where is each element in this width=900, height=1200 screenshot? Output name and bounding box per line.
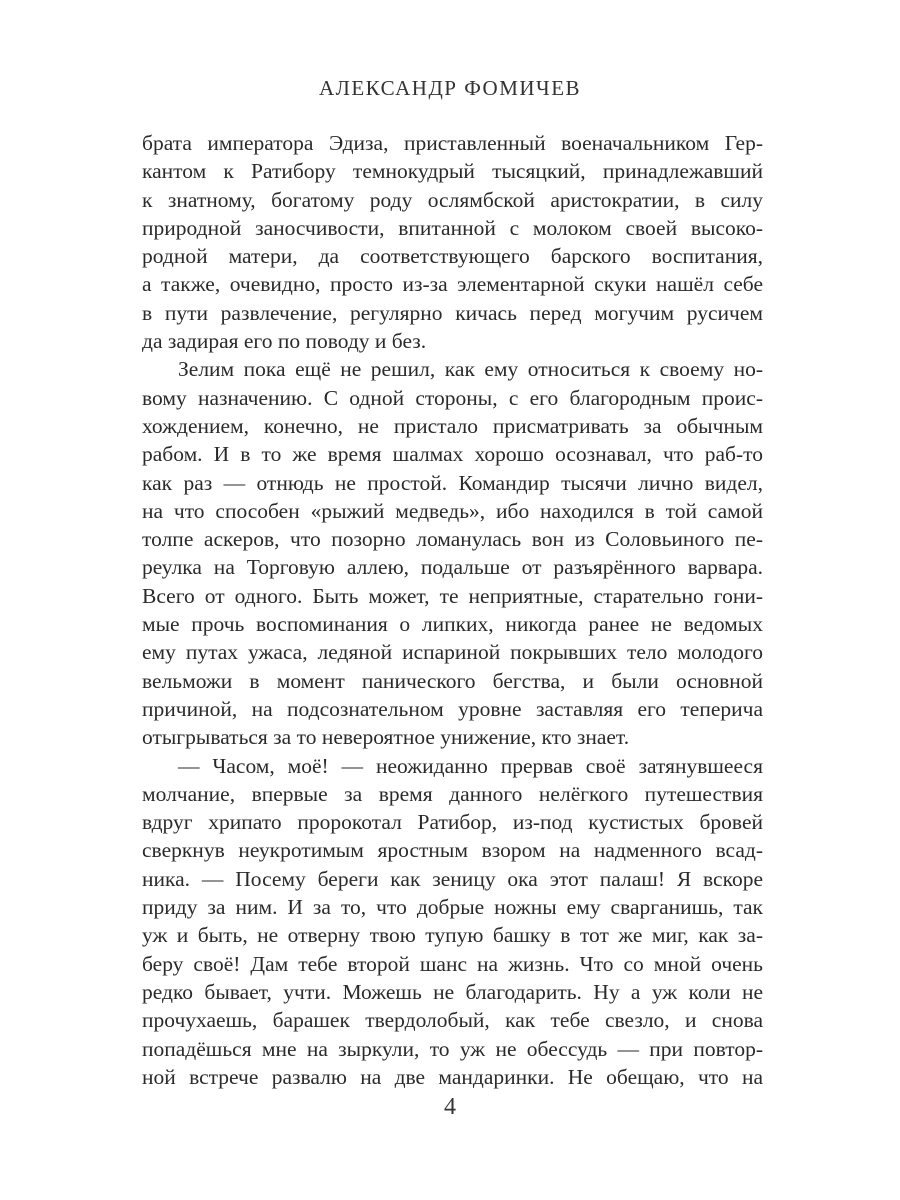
text-line: попадёшься мне на зыркули, то уж не обессудь — при повтор- xyxy=(142,1036,763,1061)
page-number: 4 xyxy=(444,1094,456,1120)
text-line: рабом. И в то же время шалмах хорошо осознавал, что раб-то xyxy=(142,442,763,467)
running-head: АЛЕКСАНДР ФОМИЧЕВ xyxy=(318,76,582,100)
text-line: ему путах ужаса, ледяной испариной покрывших тело молодого xyxy=(142,640,763,665)
text-line: брата императора Эдиза, приставленный военачальником Гер- xyxy=(142,131,763,155)
text-line: беру своё! Дам тебе второй шанс на жизнь. Что со мной очень xyxy=(142,951,763,976)
text-line: да задирая его по поводу и без. xyxy=(142,329,427,354)
text-line: как раз — отнюдь не простой. Командир тысячи лично видел, xyxy=(142,470,763,495)
text-line: молчание, впервые за время данного нелёгкого путешествия xyxy=(142,781,763,806)
text-line: хождением, конечно, не пристало присматривать за обычным xyxy=(142,413,763,438)
paragraph xyxy=(142,355,763,751)
text-line: вому назначению. С одной стороны, с его благородным проис- xyxy=(142,385,763,410)
text-line: прочухаешь, барашек твердолобый, как тебе свезло, и снова xyxy=(142,1008,763,1033)
body-text xyxy=(142,129,763,1091)
text-line: Всего от одного. Быть может, те неприятные, старательно гони- xyxy=(142,583,763,608)
text-line: реулка на Торговую аллею, подальше от разъярённого варвара. xyxy=(142,555,763,580)
text-line: сверкнув неукротимым яростным взором на надменного всад- xyxy=(142,838,763,863)
text-line: Зелим пока ещё не решил, как ему относиться к своему но- xyxy=(178,357,763,382)
text-line: вдруг хрипато пророкотал Ратибор, из-под кустистых бровей xyxy=(142,810,763,835)
text-line: ника. — Посему береги как зеницу ока этот палаш! Я вскоре xyxy=(142,866,763,891)
paragraph xyxy=(142,752,763,1092)
text-line: ной встрече развалю на две мандаринки. Не обещаю, что на xyxy=(142,1064,763,1089)
text-line: природной заносчивости, впитанной с молоком своей высоко- xyxy=(142,215,763,240)
text-line: — Часом, моё! — неожиданно прервав своё затянувшееся xyxy=(178,753,763,778)
text-line: кантом к Ратибору темнокудрый тысяцкий, принадлежавший xyxy=(142,159,763,184)
text-line: на что способен «рыжий медведь», ибо находился в той самой xyxy=(142,498,763,523)
text-line: отыгрываться за то невероятное унижение, кто знает. xyxy=(142,725,630,750)
text-line: причиной, на подсознательном уровне заставляя его теперича xyxy=(142,696,763,721)
text-line: а также, очевидно, просто из-за элементарной скуки нашёл себе xyxy=(142,272,763,297)
text-line: к знатному, богатому роду ослямбской аристократии, в силу xyxy=(142,187,763,212)
text-line: мые прочь воспоминания о липких, никогда ранее не ведомых xyxy=(142,612,763,637)
text-line: родной матери, да соответствующего барского воспитания, xyxy=(142,244,763,269)
text-line: толпе аскеров, что позорно ломанулась вон из Соловьиного пе- xyxy=(142,527,763,552)
text-line: в пути развлечение, регулярно кичась перед могучим русичем xyxy=(142,300,763,325)
text-line: приду за ним. И за то, что добрые ножны ему сварганишь, так xyxy=(142,895,763,920)
text-line: редко бывает, учти. Можешь не благодарить. Ну а уж коли не xyxy=(142,979,763,1004)
text-line: вельможи в момент панического бегства, и были основной xyxy=(142,668,763,693)
text-line: уж и быть, не отверну твою тупую башку в тот же миг, как за- xyxy=(142,923,763,948)
paragraph xyxy=(142,129,763,355)
